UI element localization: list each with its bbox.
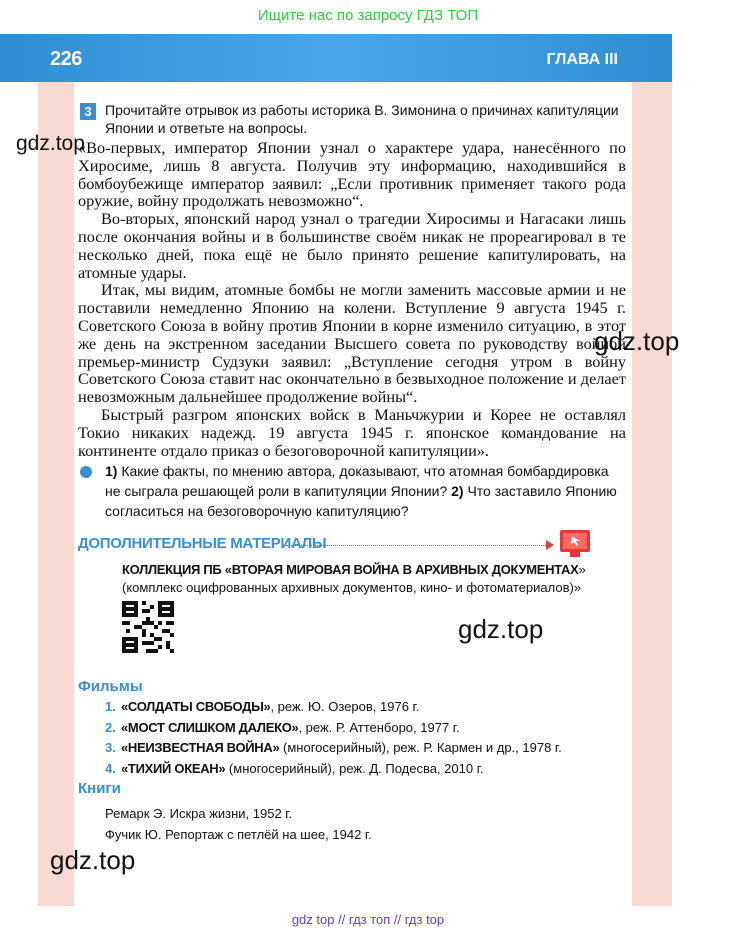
- list-item: 2. «МОСТ СЛИШКОМ ДАЛЕКО», реж. Р. Аттенборо, 1977 г.: [105, 719, 460, 735]
- task-number-badge: 3: [80, 103, 96, 120]
- page-header: [0, 34, 672, 82]
- list-item: 4. «ТИХИЙ ОКЕАН» (многосерийный), реж. Д. Подесва, 2010 г.: [105, 760, 484, 776]
- films-heading: Фильмы: [78, 678, 143, 695]
- question-bullet-icon: [80, 466, 92, 478]
- collection-title: КОЛЛЕКЦИЯ ПБ «ВТОРАЯ МИРОВАЯ ВОЙНА В АРХИВНЫХ ДОКУМЕНТАХ: [122, 562, 579, 577]
- list-item: Фучик Ю. Репортаж с петлёй на шее, 1942 г.: [105, 827, 372, 842]
- task-instruction: Прочитайте отрывок из работы историка В. Зимонина о причинах капитуляции Японии и ответьте на вопросы.: [105, 102, 619, 136]
- watermark: gdz.top: [16, 132, 85, 155]
- collection-text: [122, 561, 626, 597]
- left-margin: [38, 82, 74, 906]
- list-item: 3. «НЕИЗВЕСТНАЯ ВОЙНА» (многосерийный), реж. Р. Кармен и др., 1978 г.: [105, 740, 562, 755]
- excerpt-paragraph: Во-вторых, японский народ узнал о трагедии Хиросимы и Нагасаки лишь после окончания войны и в большинстве своём никак не прореагировал в те несколько дней, пока ещё не было принято решение капитулировать, на атомные удары.: [78, 209, 626, 282]
- qr-code-icon[interactable]: [122, 601, 174, 653]
- dotted-divider: [286, 545, 548, 546]
- excerpt-paragraph: «Во-первых, император Японии узнал о характере удара, нанесённого по Хиросиме, лишь 8 августа. Получив эту информацию, находившийся в бомбоубежище император заявил: „Если противник применяет такого рода оружие, войну продолжать невозможно“.: [78, 138, 626, 211]
- excerpt-text: [78, 139, 626, 459]
- arrow-right-icon: [546, 540, 554, 550]
- page-number: 226: [50, 48, 82, 70]
- computer-monitor-icon: [560, 530, 590, 552]
- additional-materials-heading: ДОПОЛНИТЕЛЬНЫЕ МАТЕРИАЛЫ: [78, 535, 327, 552]
- question-number: 2): [451, 483, 464, 499]
- films-list: [105, 697, 625, 779]
- chapter-label: ГЛАВА III: [546, 51, 618, 68]
- questions: [105, 461, 625, 521]
- footer-text: gdz top // гдз топ // гдз top: [291, 912, 445, 927]
- top-banner: [0, 0, 736, 32]
- watermark: gdz.top: [50, 845, 136, 875]
- question-number: 1): [105, 463, 118, 479]
- list-item: 1. «СОЛДАТЫ СВОБОДЫ», реж. Ю. Озеров, 1976 г.: [105, 699, 420, 714]
- list-item: Ремарк Э. Искра жизни, 1952 г.: [105, 806, 293, 821]
- excerpt-paragraph: Итак, мы видим, атомные бомбы не могли заменить массовые армии и не поставили немедленно Японию на колени. Вступление 9 августа 1945 г. Советского Союза в войну против Японии в корне изменило ситуацию, в этот же день на экстренном заседании Высшего совета по руководству войной премьер-министр Судзуки заявил: „Вступление сегодня утром в войну Советского Союза ставит нас окончательно в безвыходное положение и делает невозможным дальнейшее продолжение войны“.: [78, 280, 626, 407]
- collection-description: » (комплекс оцифрованных архивных документов, кино- и фотоматериалов)»: [122, 562, 586, 595]
- books-heading: Книги: [78, 780, 121, 797]
- excerpt-paragraph: Быстрый разгром японских войск в Маньчжурии и Корее не оставлял Токио никаких надежд. 19 августа 1945 г. японское командование на континенте отдало приказ о безоговорочной капитуляции».: [78, 404, 626, 460]
- watermark: gdz.top: [594, 326, 680, 356]
- banner-text: Ищите нас по запросу ГДЗ ТОП: [257, 7, 479, 24]
- books-list: [105, 803, 625, 845]
- right-margin: [632, 82, 672, 906]
- question-text: Какие факты, по мнению автора, доказывают, что атомная бомбардировка не сыграла решающей роли в капитуляции Японии?: [105, 463, 609, 499]
- question-text: Что заставило Японию согласиться на безоговорочную капитуляцию?: [105, 483, 617, 519]
- watermark: gdz.top: [458, 614, 544, 644]
